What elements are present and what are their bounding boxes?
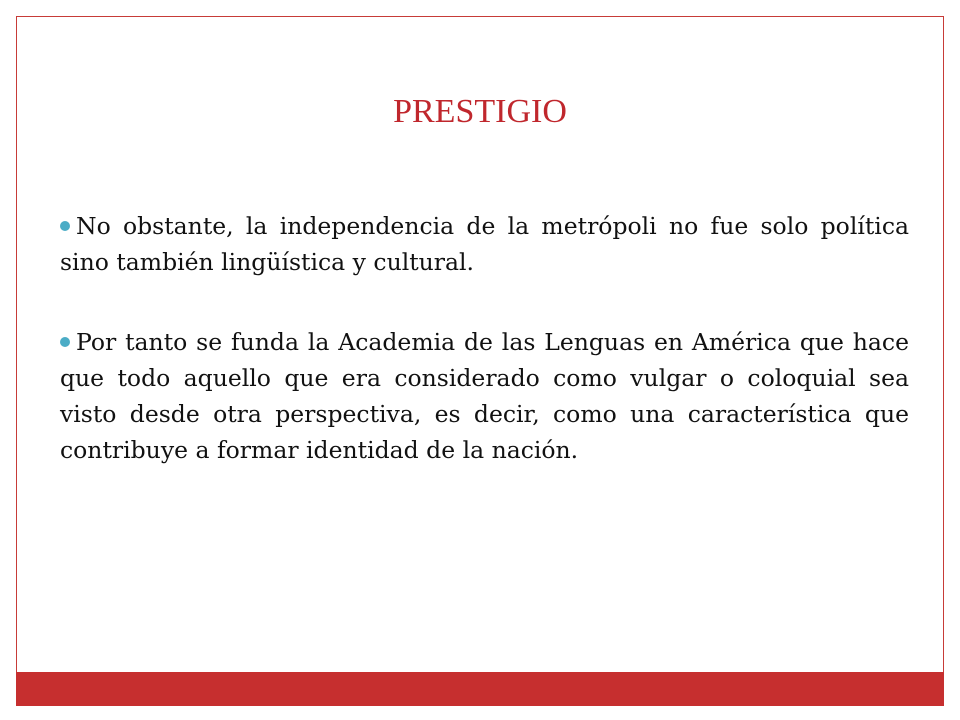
bullet-dot-icon xyxy=(60,221,70,231)
slide-title: PRESTIGIO xyxy=(393,93,567,130)
bullet-item xyxy=(60,208,909,280)
footer-band xyxy=(16,672,944,706)
bullet-text: No obstante, la independencia de la metrópoli no fue solo política sino también lingüística y cultural. xyxy=(60,212,909,276)
bullet-list xyxy=(60,208,909,512)
bullet-item xyxy=(60,324,909,468)
bullet-dot-icon xyxy=(60,337,70,347)
bullet-text: Por tanto se funda la Academia de las Lenguas en América que hace que todo aquello que era considerado como vulgar o coloquial sea visto desde otra perspectiva, es decir, como una característica que contribuye a formar identidad de la nación. xyxy=(60,328,909,464)
